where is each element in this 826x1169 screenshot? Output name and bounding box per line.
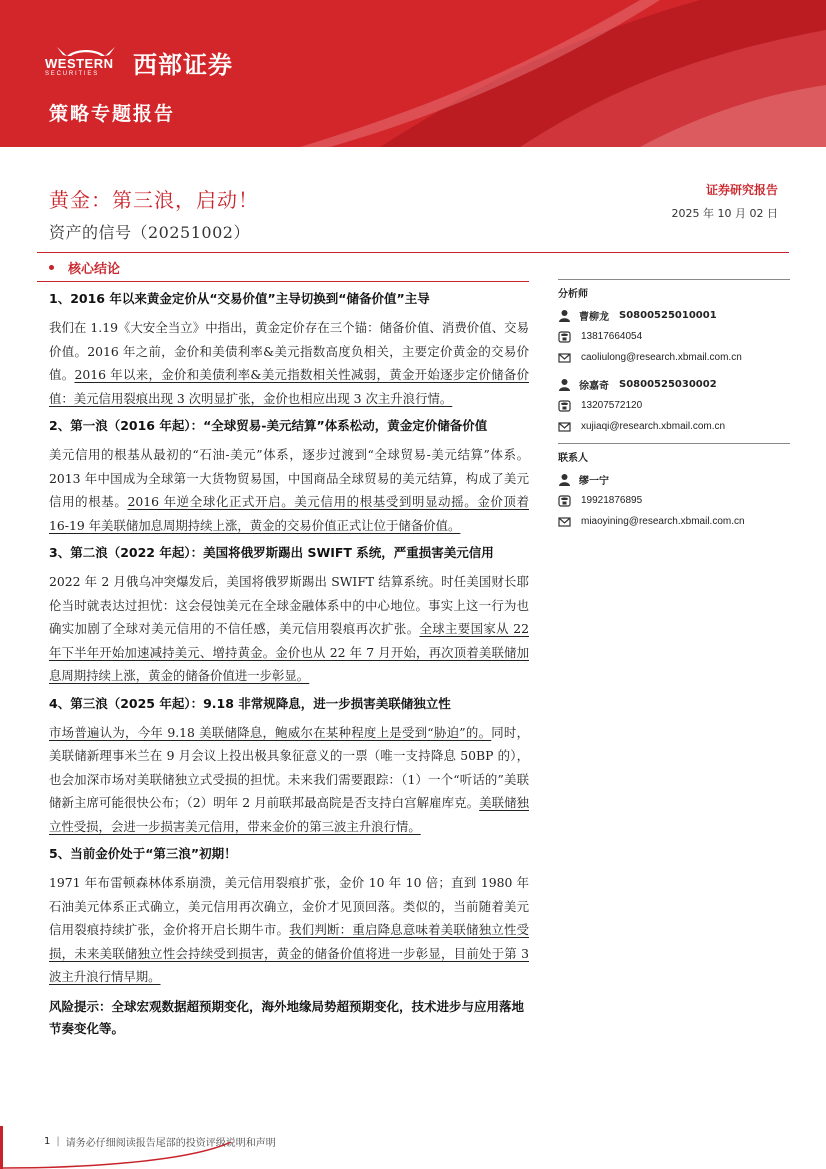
risk-warning: 风险提示：全球宏观数据超预期变化，海外地缘局势超预期变化，技术进步与应用落地节奏变化等。 <box>49 998 525 1036</box>
analyst-email[interactable]: xujiaqi@research.xbmail.com.cn <box>581 421 726 432</box>
report-date: 2025 年 10 月 02 日 <box>671 207 778 220</box>
footer-disclaimer: 请务必仔细阅读报告尾部的投资评级说明和声明 <box>65 1138 276 1149</box>
analyst-name-row <box>558 374 790 395</box>
section-3-underlined-text: 全球主要国家从 22 年下半年开始加速减持美元、增持黄金。金价也从 22 年 7 月开始，再次顶着美联储加息周期持续上涨，黄金的储备价值进一步彰显。 <box>49 621 529 683</box>
analyst-cert-code: S0800525010001 <box>619 310 717 321</box>
analyst-name: 曹柳龙 <box>579 312 609 323</box>
mail-icon <box>558 515 571 528</box>
company-logo[interactable] <box>45 44 233 80</box>
section-2-underlined-text: 2016 年逆全球化正式开启。美元信用的根基受到明显动摇。金价顶着 16-19 年美联储加息周期持续上涨，黄金的交易价值正式让位于储备价值。 <box>49 494 529 533</box>
contact-phone[interactable]: 19921876895 <box>581 495 643 506</box>
section-2-body <box>49 443 529 537</box>
contact-card <box>558 469 790 532</box>
analyst-phone-row <box>558 395 790 416</box>
sidebar-divider <box>558 443 790 444</box>
section-5-text: 1971 年布雷顿森林体系崩溃，美元信用裂痕扩张，金价 10 年 10 倍；直到 1980 年石油美元体系正式确立，美元信用再次确立，金价才见顶回落。类似的，当前随着美元信用裂痕持续扩张，金价将开启长期牛市。 <box>49 875 529 937</box>
section-4-lead-underlined-text: 市场普遍认为，今年 9.18 美联储降息，鲍威尔在某种程度上是受到“胁迫”的。 <box>49 724 492 740</box>
phone-icon <box>558 330 571 343</box>
analyst-email-row <box>558 416 790 437</box>
person-icon <box>558 473 571 486</box>
section-1-heading: 1、2016 年以来黄金定价从“交易价值”主导切换到“储备价值”主导 <box>49 291 430 306</box>
footer-separator: | <box>56 1136 60 1147</box>
section-5-heading: 5、当前金价处于“第三浪”初期！ <box>49 846 237 861</box>
section-2-heading: 2、第一浪（2016 年起）：“全球贸易-美元结算”体系松动，黄金定价储备价值 <box>49 418 488 433</box>
section-4-heading: 4、第三浪（2025 年起）：9.18 非常规降息，进一步损害美联储独立性 <box>49 695 451 711</box>
phone-icon <box>558 494 571 507</box>
analyst-cert-code: S0800525030002 <box>619 379 717 390</box>
person-icon <box>558 309 571 322</box>
analyst-card <box>558 305 790 368</box>
analyst-email[interactable]: caoliulong@research.xbmail.com.cn <box>581 352 742 363</box>
logo-mark <box>45 44 127 80</box>
header-banner <box>0 0 826 147</box>
report-category-label: 证券研究报告 <box>705 183 778 197</box>
section-1-underlined-text: 2016 年以来，金价和美债利率&美元指数相关性减弱，黄金开始逐步定价储备价值：美元信用裂痕出现 3 次明显扩张，金价也相应出现 3 次主升浪行情。 <box>49 367 529 406</box>
analyst-heading: 分析师 <box>558 289 588 300</box>
contact-email-row <box>558 511 790 532</box>
analyst-phone[interactable]: 13207572120 <box>581 400 643 411</box>
section-3-heading: 3、第二浪（2022 年起）：美国将俄罗斯踢出 SWIFT 系统，严重损害美元信用 <box>49 545 494 560</box>
section-2-text: 美元信用的根基从最初的“石油-美元”体系，逐步过渡到“全球贸易-美元结算”体系。2013 年中国成为全球第一大货物贸易国，中国商品全球贸易的美元结算，构成了美元信用的根基。 <box>49 447 529 509</box>
analyst-sidebar <box>558 279 790 538</box>
phone-icon <box>558 399 571 412</box>
section-4-body <box>49 721 529 839</box>
logo-english-name: WESTERN <box>45 56 114 71</box>
logo-english-sub: SECURITIES <box>45 71 100 77</box>
page-title: 黄金：第三浪，启动！ <box>49 188 259 212</box>
analyst-email-row <box>558 347 790 368</box>
contact-name-row <box>558 469 790 490</box>
person-icon <box>558 378 571 391</box>
report-type-label: 策略专题报告 <box>49 103 176 125</box>
sidebar-divider <box>558 279 790 280</box>
analyst-phone-row <box>558 326 790 347</box>
section-5-underlined-text: 我们判断：重启降息意味着美联储独立性受损，未来美联储独立性会持续受到损害，黄金的储备价值将进一步彰显，目前处于第 3 波主升浪行情早期。 <box>49 922 530 984</box>
analyst-name-row <box>558 305 790 326</box>
section-5-body <box>49 871 529 989</box>
contact-phone-row <box>558 490 790 511</box>
section-4-underlined-text: 美联储独立性受损，会进一步损害美元信用，带来金价的第三波主升浪行情。 <box>49 795 530 834</box>
contact-email[interactable]: miaoyining@research.xbmail.com.cn <box>581 516 745 527</box>
section-3-body <box>49 570 529 688</box>
title-divider <box>37 252 789 253</box>
analyst-card <box>558 374 790 437</box>
main-content <box>49 286 529 1040</box>
section-1-text: 我们在 1.19《大安全当立》中指出，黄金定价存在三个锚：储备价值、消费价值、交易价值。2016 年之前，金价和美债利率&美元指数高度负相关，主要定价黄金的交易价值。 <box>49 320 529 382</box>
analyst-phone[interactable]: 13817664054 <box>581 331 643 342</box>
page-subtitle: 资产的信号（20251002） <box>49 223 250 242</box>
section-1-body <box>49 316 529 410</box>
core-conclusions-heading <box>49 258 120 277</box>
mail-icon <box>558 420 571 433</box>
contact-name: 缪一宁 <box>579 476 609 487</box>
section-3-text: 2022 年 2 月俄乌冲突爆发后，美国将俄罗斯踢出 SWIFT 结算系统。时任美国财长耶伦当时就表达过担忧：这会侵蚀美元在全球金融体系中的中心地位。事实上这一行为也确实加剧了全球对美元信用的不信任感，美元信用裂痕再次扩张。 <box>49 574 529 636</box>
section-4-text: 同时，美联储新理事米兰在 9 月会议上投出极具象征意义的一票（唯一支持降息 50BP 的），也会加深市场对美联储独立式受损的担忧。未来我们需要跟踪：（1）一个“听话的”美联储新主席可能很快公布；（2）明年 2 月前联邦最高院是否支持白宫解雇库克。 <box>49 724 529 810</box>
core-divider <box>37 281 529 282</box>
analyst-name: 徐嘉奇 <box>579 381 609 392</box>
contact-heading: 联系人 <box>558 453 588 464</box>
page-number: 1 <box>44 1136 51 1147</box>
logo-chinese-name: 西部证券 <box>133 50 233 79</box>
bullet-dot-icon <box>49 265 54 270</box>
core-heading-text: 核心结论 <box>68 262 121 277</box>
mail-icon <box>558 351 571 364</box>
corner-accent-curve <box>3 1142 233 1169</box>
